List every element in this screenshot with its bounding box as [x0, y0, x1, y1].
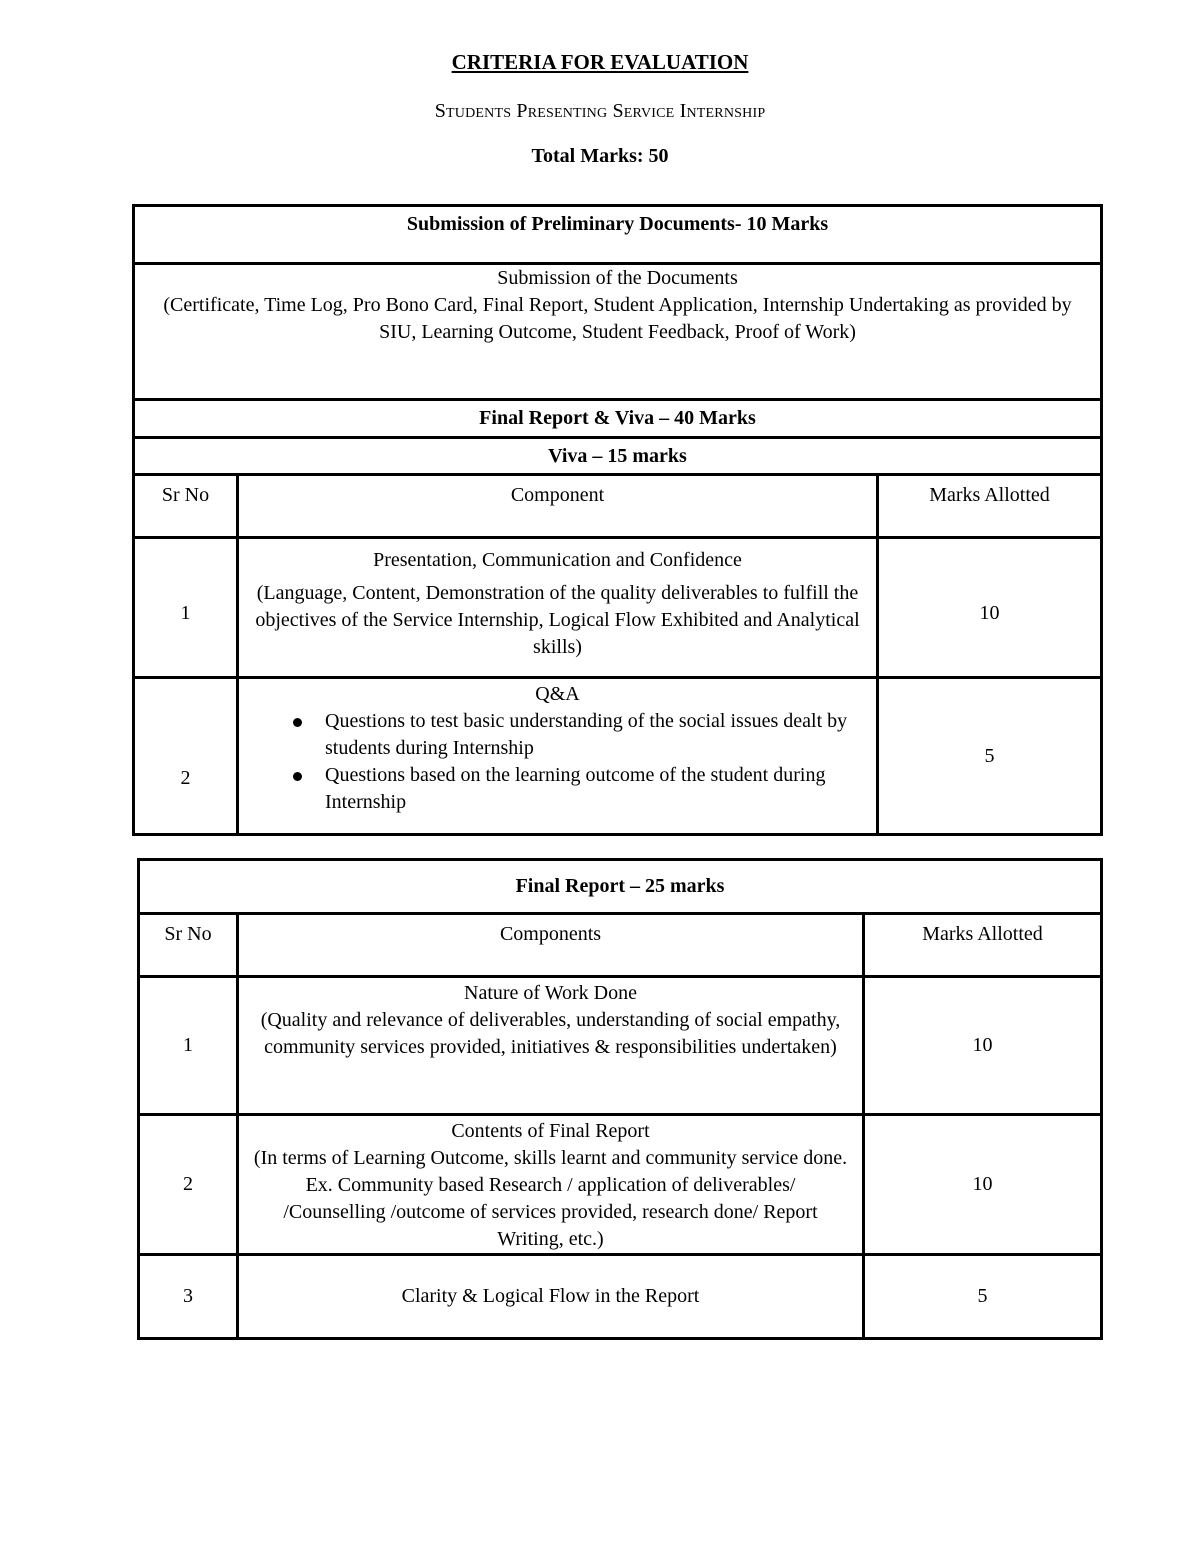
report-row-1-sr: 1	[139, 977, 238, 1115]
preliminary-heading: Submission of Preliminary Documents- 10 Marks	[134, 206, 1102, 264]
viva-criteria-table	[132, 204, 1103, 836]
final-report-table	[137, 858, 1103, 1340]
viva-row-2-marks: 5	[878, 678, 1102, 835]
column-header-sr: Sr No	[139, 914, 238, 977]
bullet-item: Questions based on the learning outcome of the student during Internship	[325, 762, 866, 816]
viva-row-1-component	[238, 538, 878, 678]
report-row-2-detail: (In terms of Learning Outcome, skills learnt and community service done. Ex. Community based Research / application of deliverables/ /Counselling /outcome of services provided, research done/ Report Writing, etc.)	[253, 1147, 848, 1250]
column-header-components: Components	[238, 914, 864, 977]
column-header-marks: Marks Allotted	[864, 914, 1102, 977]
column-header-sr: Sr No	[134, 475, 238, 538]
final-report-heading: Final Report – 25 marks	[139, 860, 1102, 914]
report-row-2-title: Contents of Final Report	[451, 1120, 650, 1142]
preliminary-doc-title: Submission of the Documents	[497, 267, 738, 289]
bullet-item: Questions to test basic understanding of the social issues dealt by students during Internship	[325, 708, 866, 762]
document-subtitle: Students Presenting Service Internship	[434, 100, 766, 122]
report-row-3-title: Clarity & Logical Flow in the Report	[238, 1255, 864, 1339]
report-row-2-component	[238, 1115, 864, 1255]
report-row-1-marks: 10	[864, 977, 1102, 1115]
viva-row-2-title: Q&A	[535, 683, 580, 705]
report-row-1-detail: (Quality and relevance of deliverables, understanding of social empathy, community services provided, initiatives & responsibilities undertaken)	[260, 1009, 841, 1058]
final-viva-heading: Final Report & Viva – 40 Marks	[134, 400, 1102, 438]
document-title: CRITERIA FOR EVALUATION	[451, 50, 749, 74]
column-header-marks: Marks Allotted	[878, 475, 1102, 538]
report-row-2-sr: 2	[139, 1115, 238, 1255]
column-header-component: Component	[238, 475, 878, 538]
viva-row-1-sr: 1	[134, 538, 238, 678]
viva-row-1-detail: (Language, Content, Demonstration of the quality deliverables to fulfill the objectives of the Service Internship, Logical Flow Exhibited and Analytical skills)	[255, 582, 860, 658]
preliminary-doc-list: (Certificate, Time Log, Pro Bono Card, Final Report, Student Application, Internship Undertaking as provided by SIU, Learning Outcome, Student Feedback, Proof of Work)	[163, 294, 1072, 343]
viva-row-1-title: Presentation, Communication and Confidence	[373, 549, 742, 571]
viva-row-2-sr: 2	[134, 678, 238, 835]
report-row-3-sr: 3	[139, 1255, 238, 1339]
report-row-2-marks: 10	[864, 1115, 1102, 1255]
total-marks: Total Marks: 50	[531, 145, 669, 167]
viva-heading: Viva – 15 marks	[134, 438, 1102, 475]
report-row-1-component	[238, 977, 864, 1115]
preliminary-documents-cell	[134, 264, 1102, 400]
viva-row-2-component	[238, 678, 878, 835]
viva-row-2-bullets	[239, 708, 866, 816]
viva-row-1-marks: 10	[878, 538, 1102, 678]
report-row-3-marks: 5	[864, 1255, 1102, 1339]
report-row-1-title: Nature of Work Done	[464, 982, 637, 1004]
